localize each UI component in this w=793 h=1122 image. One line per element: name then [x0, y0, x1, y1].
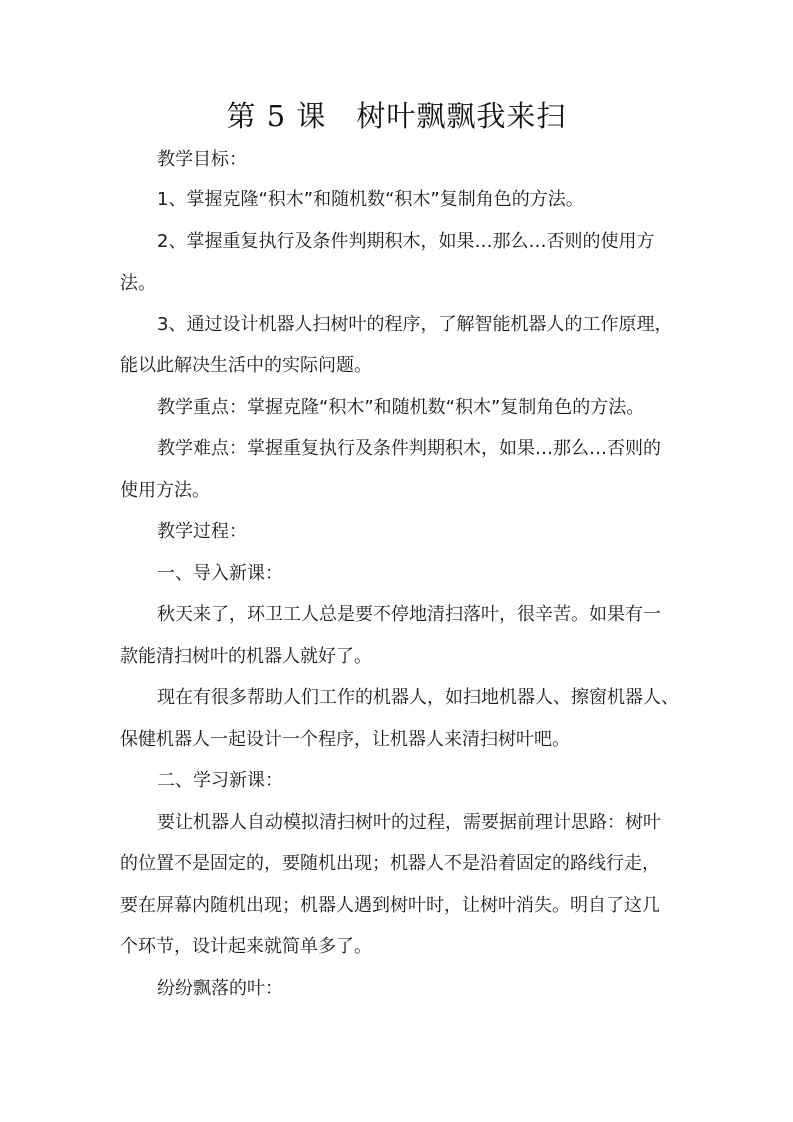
objective-3-line-1: 3、通过设计机器人扫树叶的程序，了解智能机器人的工作原理，	[157, 314, 673, 335]
robots-paragraph-line-2: 保健机器人一起设计一个程序，让机器人来清扫树叶吧。	[120, 729, 570, 750]
difficulty-line-2: 使用方法。	[120, 480, 210, 501]
objective-2-line-2: 法。	[120, 273, 156, 294]
objective-2-line-1: 2、掌握重复执行及条件判期积木，如果…那么…否则的使用方	[157, 231, 655, 252]
section-heading-objectives: 教学目标：	[157, 149, 247, 170]
section-heading-process: 教学过程：	[157, 521, 247, 542]
intro-paragraph-line-1: 秋天来了，环卫工人总是要不停地清扫落叶，很辛苦。如果有一	[157, 604, 661, 625]
intro-paragraph-line-2: 款能清扫树叶的机器人就好了。	[120, 646, 372, 667]
design-paragraph-line-1: 要让机器人自动模拟清扫树叶的过程，需要据前理计思路：树叶	[157, 812, 661, 833]
design-paragraph-line-3: 要在屏幕内随机出现；机器人遇到树叶时，让树叶消失。明自了这几	[120, 895, 660, 916]
design-paragraph-line-4: 个环节，设计起来就简单多了。	[120, 936, 372, 957]
objective-3-line-2: 能以此解决生活中的实际问题。	[120, 355, 372, 376]
objective-1: 1、掌握克隆“积木”和随机数“积木”复制角色的方法。	[157, 189, 584, 210]
robots-paragraph-line-1: 现在有很多帮助人们工作的机器人，如扫地机器人、擦窗机器人、	[157, 687, 679, 708]
subsection-falling-leaves: 纷纷飘落的叶：	[157, 978, 283, 999]
section-heading-intro: 一、导入新课：	[157, 563, 283, 584]
design-paragraph-line-2: 的位置不是固定的，要随机出现；机器人不是沿着固定的路线行走，	[120, 853, 660, 874]
section-heading-new-lesson: 二、学习新课：	[157, 770, 283, 791]
difficulty-line-1: 教学难点：掌握重复执行及条件判期积木，如果…那么…否则的	[157, 438, 661, 459]
lesson-title: 第 5 课 树叶飘飘我来扫	[226, 99, 567, 133]
key-point: 教学重点：掌握克隆“积木”和随机数“积木”复制角色的方法。	[157, 397, 645, 418]
